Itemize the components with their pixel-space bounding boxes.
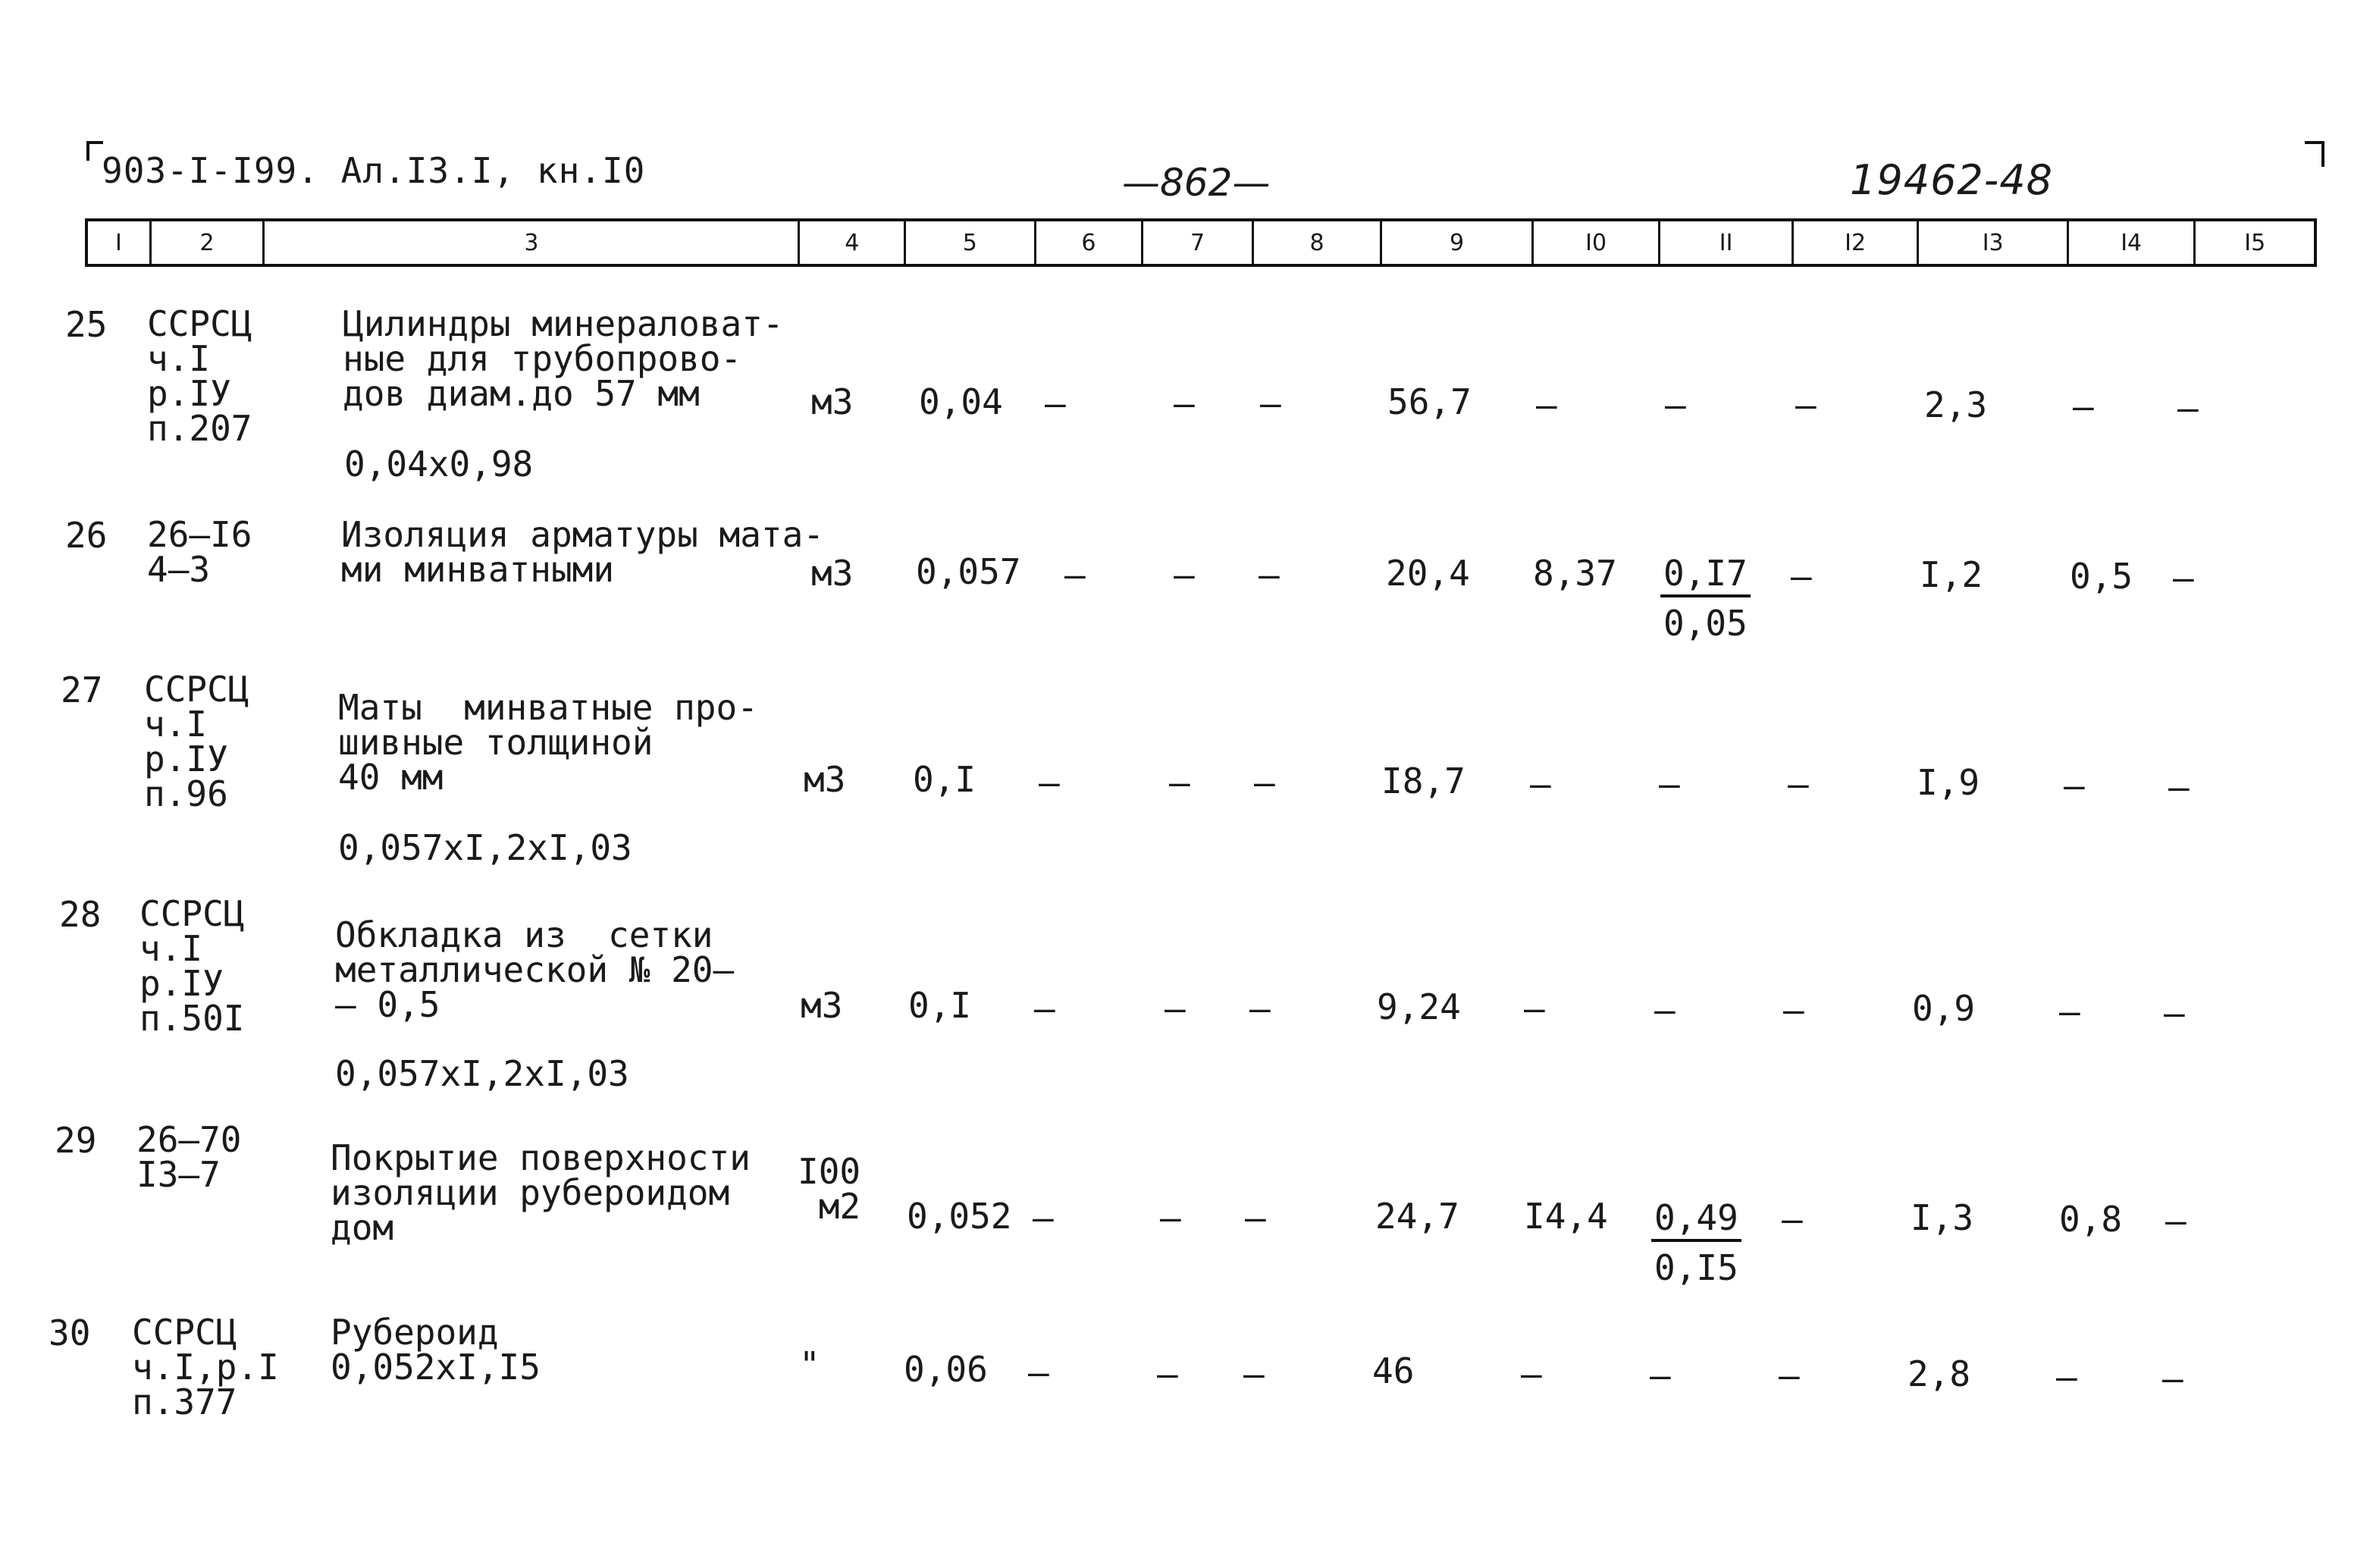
cell-col10: – (1536, 384, 1557, 425)
cell-col11: – (1650, 1355, 1671, 1396)
cell-col14: 0,8 (2059, 1199, 2123, 1240)
cell-col10: – (1530, 764, 1551, 804)
column-header-4: 4 (800, 221, 906, 264)
cell-col6: – (1028, 1352, 1049, 1393)
document-number: 19462-48 (1850, 156, 2053, 204)
row-unit: м3 (811, 553, 854, 594)
cell-col8: – (1260, 383, 1281, 424)
cell-col10: I4,4 (1524, 1196, 1608, 1237)
cell-col6: – (1064, 554, 1086, 595)
row-reference: ССРСЦ ч.I р.IУ п.207 (147, 303, 252, 449)
cell-col9: 24,7 (1375, 1196, 1459, 1237)
row-name: Маты минватные про- шивные толщиной 40 мм (338, 687, 758, 798)
cell-col8: – (1259, 554, 1280, 595)
row-unit: м3 (801, 985, 843, 1026)
column-header-14: I4 (2069, 221, 2196, 264)
row-name: Обкладка из сетки металлической № 20– – 0,5 (335, 914, 735, 1025)
cell-col12: – (1791, 556, 1812, 597)
row-quantity: 0,057 (916, 551, 1021, 592)
cell-col13: I,9 (1917, 762, 1980, 803)
cell-col12: – (1788, 764, 1809, 804)
row-number: 29 (55, 1120, 97, 1161)
cell-col14: – (2073, 386, 2094, 427)
cell-col15: – (2173, 557, 2194, 598)
row-quantity: 0,06 (904, 1349, 988, 1390)
cell-col13: 2,8 (1907, 1353, 1971, 1394)
cell-col9: 20,4 (1386, 553, 1470, 594)
cell-col9: 9,24 (1377, 986, 1461, 1027)
cell-col6: – (1039, 762, 1060, 803)
column-header-5: 5 (906, 221, 1036, 264)
row-unit: м3 (804, 759, 846, 800)
cell-col8: – (1243, 1353, 1265, 1394)
cell-col13: 0,9 (1912, 988, 1976, 1029)
cell-col7: – (1165, 988, 1186, 1029)
row-reference: 26–70 I3–7 (136, 1119, 242, 1195)
cell-col12: – (1782, 1199, 1803, 1240)
column-header-15: I5 (2244, 229, 2266, 256)
row-quantity: 0,I (913, 759, 976, 800)
cell-col6: – (1033, 1197, 1054, 1238)
cell-col15: – (2162, 1358, 2183, 1399)
cell-col15: – (2177, 387, 2199, 428)
row-name: Рубероид 0,052хI,I5 (331, 1312, 541, 1388)
row-reference: ССРСЦ ч.I р.IУ п.50I (139, 893, 245, 1039)
cell-col8: – (1249, 988, 1271, 1029)
column-header-3: 3 (265, 221, 800, 264)
row-formula: 0,04х0,98 (344, 444, 534, 485)
cell-col8: – (1254, 762, 1275, 803)
cell-col9: I8,7 (1381, 760, 1465, 801)
column-header-9: 9 (1382, 221, 1533, 264)
fraction-denominator: 0,05 (1663, 603, 1748, 644)
cell-col7: – (1174, 383, 1195, 424)
column-header-7: 7 (1143, 221, 1254, 264)
cell-col10: 8,37 (1533, 553, 1617, 594)
cell-col11: – (1659, 764, 1680, 804)
cell-col11-fraction (1651, 1197, 1741, 1288)
cell-col15: – (2164, 993, 2185, 1033)
row-number: 27 (61, 670, 103, 710)
cell-col14: – (2056, 1356, 2077, 1397)
column-header-12: I2 (1794, 221, 1920, 264)
cell-col14: – (2064, 765, 2085, 806)
row-unit: " (799, 1344, 820, 1385)
row-number: 30 (49, 1312, 91, 1353)
cell-col7: – (1160, 1197, 1181, 1238)
cell-col7: – (1169, 762, 1190, 803)
corner-mark-top-left (86, 141, 103, 161)
column-header-11: II (1660, 221, 1794, 264)
cell-col11-fraction (1660, 553, 1751, 644)
row-quantity: 0,052 (907, 1196, 1012, 1237)
column-header-row (85, 218, 2317, 267)
row-name: Изоляция арматуры мата- ми минватными (341, 514, 824, 590)
row-quantity: 0,04 (919, 381, 1003, 422)
row-number: 26 (65, 515, 108, 556)
cell-col13: I,2 (1920, 554, 1983, 595)
column-header-1: I (88, 221, 152, 264)
column-header-8: 8 (1254, 221, 1383, 264)
fraction-denominator: 0,I5 (1654, 1247, 1738, 1288)
fraction-numerator: 0,I7 (1660, 555, 1751, 597)
column-header-6: 6 (1036, 221, 1144, 264)
fraction-numerator: 0,49 (1651, 1200, 1741, 1242)
corner-mark-top-right (2305, 141, 2324, 167)
row-unit: м3 (811, 381, 854, 422)
row-unit: I00 м2 (798, 1151, 861, 1227)
cell-col10: – (1524, 988, 1545, 1029)
cell-col15: – (2168, 767, 2190, 808)
row-number: 28 (59, 894, 102, 935)
cell-col10: – (1521, 1353, 1542, 1394)
cell-col8: – (1245, 1197, 1266, 1238)
cell-col9: 46 (1372, 1350, 1415, 1391)
row-formula: 0,057хI,2хI,03 (335, 1053, 629, 1094)
row-name: Цилиндры минераловат- ные для трубопрово- дов диам.до 57 мм (343, 303, 784, 414)
row-reference: ССРСЦ ч.I р.IУ п.96 (144, 669, 249, 814)
cell-col7: – (1157, 1353, 1178, 1394)
cell-col14: 0,5 (2070, 556, 2133, 597)
cell-col13: I,3 (1911, 1197, 1974, 1238)
cell-col15: – (2165, 1200, 2186, 1241)
cell-col14: – (2059, 991, 2080, 1032)
cell-col12: – (1783, 989, 1804, 1030)
column-header-13: I3 (1919, 221, 2068, 264)
cell-col7: – (1174, 554, 1195, 595)
cell-col11: – (1665, 384, 1686, 425)
row-reference: ССРСЦ ч.I,р.I п.377 (132, 1312, 279, 1422)
row-name: Покрытие поверхности изоляции рубероидом дом (331, 1137, 751, 1248)
cell-col9: 56,7 (1387, 381, 1472, 422)
page-number: —862— (1122, 161, 1271, 205)
row-number: 25 (65, 304, 108, 345)
column-header-10: I0 (1534, 221, 1661, 264)
cell-col12: – (1795, 384, 1817, 425)
cell-col12: – (1779, 1355, 1800, 1396)
document-code: 903-I-I99. Ал.I3.I, кн.I0 (102, 150, 646, 191)
column-header-2: 2 (152, 221, 265, 264)
cell-col13: 2,3 (1924, 384, 1988, 425)
row-reference: 26–I6 4–3 (147, 514, 252, 590)
row-formula: 0,057хI,2хI,03 (338, 827, 632, 868)
cell-col6: – (1045, 383, 1066, 424)
cell-col11: – (1654, 989, 1676, 1030)
cell-col6: – (1034, 988, 1055, 1029)
row-quantity: 0,I (908, 985, 972, 1026)
